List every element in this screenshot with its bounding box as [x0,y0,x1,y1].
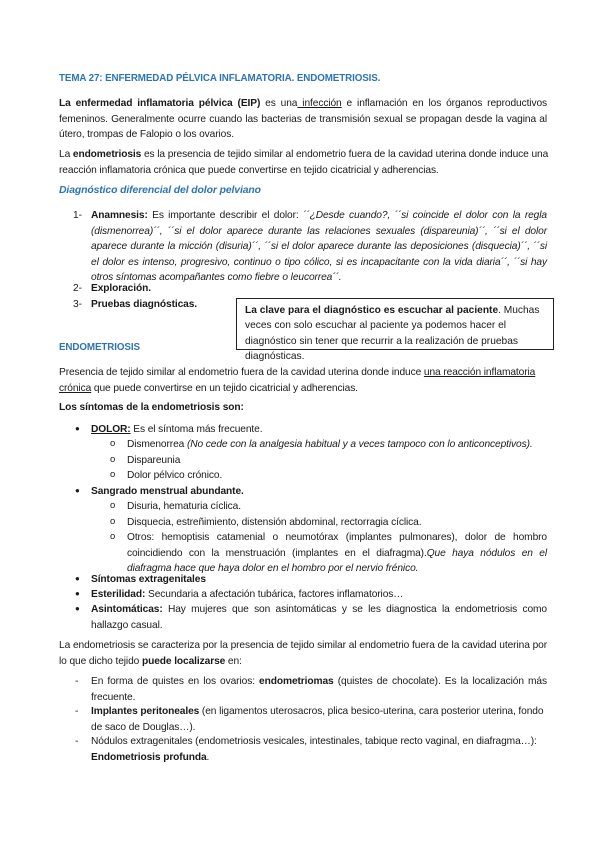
extragenitales-item: Síntomas extragenitales [91,574,206,585]
sub-bullet-icon: o [110,531,116,542]
document-title: TEMA 27: ENFERMEDAD PÉLVICA INFLAMATORIA. ENDOMETRIOSIS. [59,73,381,84]
dolor-item: DOLOR: Es el síntoma más frecuente. [91,424,263,435]
sangrado-item: Sangrado menstrual abundante. [91,486,244,497]
bullet-icon: ● [75,604,80,613]
dash-icon: - [75,736,79,747]
disuria-item: Disuria, hematuria cíclica. [127,501,241,512]
eip-paragraph: La enfermedad inflamatoria pélvica (EIP) es una infección e inflamación en los órganos reproductivos femeninos. Generalmente ocurre cuando las bacterias de transmisión sexual se propagan desde la vagina al útero, trompas de Falopio o los ovarios. [59,98,548,141]
peritoneales-item: Implantes peritoneales (en ligamentos uterosacros, plica besico-uterina, cara posterior uterina, fondo de saco de Douglas…). [91,706,544,733]
bullet-icon: ● [75,486,80,495]
list-number: 2- [73,283,82,294]
sub-bullet-icon: o [110,516,116,527]
extragenitales-nodulos-item: Nódulos extragenitales (endometriosis vesicales, intestinales, tabique recto vaginal, en diafragma…): Endometriosis profunda. [91,736,537,763]
dismenorrea-item: Dismenorrea (No cede con la analgesia habitual y a veces tampoco con lo anticonceptivos). [127,439,533,450]
dolor-pelvico-item: Dolor pélvico crónico. [127,470,223,481]
exploracion-item: Exploración. [91,283,151,294]
dash-icon: - [75,676,79,687]
sub-bullet-icon: o [110,438,116,449]
callout-key: La clave para el diagnóstico es escuchar al paciente [245,305,499,316]
endometriosis-heading: ENDOMETRIOSIS [59,342,140,353]
pruebas-item: Pruebas diagnósticas. [91,299,198,310]
disquecia-item: Disquecia, estreñimiento, distensión abdominal, rectorragia cíclica. [127,517,422,528]
infeccion-link: infección [297,98,342,109]
list-number: 1- [73,210,82,221]
bullet-icon: ● [75,424,80,433]
sub-bullet-icon: o [110,469,116,480]
endometriosis-definition: Presencia de tejido similar al endometrio fuera de la cavidad uterina donde induce una reacción inflamatoria crónica que puede convertirse en un tejido cicatricial y adherencias. [59,367,536,394]
symptoms-intro: Los síntomas de la endometriosis son: [59,402,244,413]
bullet-icon: ● [75,589,80,598]
dispareunia-item: Dispareunia [127,455,181,466]
eip-term: La enfermedad inflamatoria pélvica (EIP) [59,98,261,109]
asintomaticas-item: Asintomáticas: Hay mujeres que son asintomáticas y se les diagnostica la endometriosis como hallazgo casual. [91,604,547,631]
ovarios-item: En forma de quistes en los ovarios: endometriomas (quistes de chocolate). Es la localización más frecuente. [91,676,547,703]
otros-item: Otros: hemoptisis catamenial o neumotórax (implantes pulmonares), dolor de hombro coincidiendo con la menstruación (implantes en el diafragma).Que haya nódulos en el diafragma hace que haya dolor en el hombro por el nervio frénico. [127,532,548,575]
sub-bullet-icon: o [110,454,116,465]
location-paragraph: La endometriosis se caracteriza por la presencia de tejido similar al endometrio fuera de la cavidad uterina por lo que dicho tejido puede localizarse en: [59,640,547,667]
callout-box: La clave para el diagnóstico es escuchar al paciente. Muchas veces con solo escuchar al paciente ya podemos hacer el diagnóstico sin tener que recurrir a la realización de pruebas diagnósticas. [236,298,554,350]
anamnesis-item: Anamnesis: Es importante describir el dolor: ´´¿Desde cuando?, ´´si coincide el dolor con la regla (dismenorrea)´´, ´´si el dolor aparece durante las relaciones sexuales (dispareunia)´´, ´´si el dolor aparece durante la micción (disuria)´´, ´´si el dolor aparece durante las deposiciones (disquecia)´´, ´´si el dolor es intenso, progresivo, continuo o tipo cólico, si es incapacitante con la vida diaria´´, ´´si hay otros síntomas acompañantes como fiebre o leucorrea´´. [91,210,547,284]
esterilidad-item: Esterilidad: Secundaria a afectación tubárica, factores inflamatorios… [91,589,404,600]
dash-icon: - [75,706,79,717]
bullet-icon: ● [75,574,80,583]
list-number: 3- [73,299,82,310]
sub-bullet-icon: o [110,500,116,511]
endometriosis-intro: La endometriosis es la presencia de tejido similar al endometrio fuera de la cavidad uterina donde induce una reacción inflamatoria crónica que puede convertirse en tejido cicatricial y adherencias. [59,149,549,176]
diagnosis-heading: Diagnóstico diferencial del dolor pelviano [59,185,261,196]
